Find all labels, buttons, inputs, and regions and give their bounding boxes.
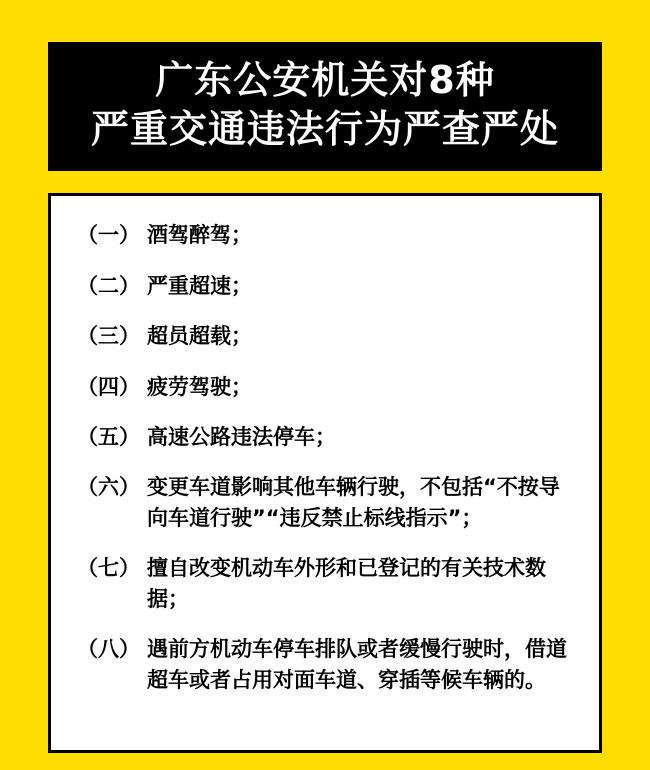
list-item-index: （一） (77, 223, 140, 248)
list-item-text: 变更车道影响其他车辆行驶，不包括“不按导向车道行驶”“违反禁止标线指示”； (147, 475, 560, 530)
list-item (77, 271, 573, 301)
list-item-text: 高速公路违法停车； (147, 425, 336, 449)
list-item-text: 超员超载； (147, 324, 252, 349)
title-banner (48, 42, 602, 171)
list-item-index: （六） (77, 475, 140, 500)
list-item-text: 严重超速； (147, 273, 252, 298)
list-item (77, 472, 573, 533)
list-item-index: （五） (77, 425, 140, 449)
list-item-index: （七） (77, 556, 140, 581)
list-item-index: （八） (77, 637, 140, 662)
list-item-text: 疲劳驾驶； (147, 374, 252, 399)
list-item-text: 遇前方机动车停车排队或者缓慢行驶时，借道超车或者占用对面车道、穿插等候车辆的。 (147, 637, 567, 692)
list-item-text: 酒驾醉驾； (147, 223, 252, 248)
list-item-index: （三） (77, 324, 140, 349)
list-item (77, 321, 573, 351)
list-item-text: 擅自改变机动车外形和已登记的有关技术数据； (147, 556, 546, 611)
violation-list-card (48, 193, 602, 753)
list-item (77, 220, 573, 250)
list-item (77, 553, 573, 614)
list-item (77, 634, 573, 695)
title-line-1: 广东公安机关对8种 (155, 58, 495, 102)
title-line-2: 严重交通违法行为严查严处 (90, 106, 559, 151)
list-item (77, 422, 573, 452)
list-item-index: （四） (77, 374, 140, 399)
list-item-index: （二） (77, 273, 140, 298)
list-item (77, 372, 573, 402)
